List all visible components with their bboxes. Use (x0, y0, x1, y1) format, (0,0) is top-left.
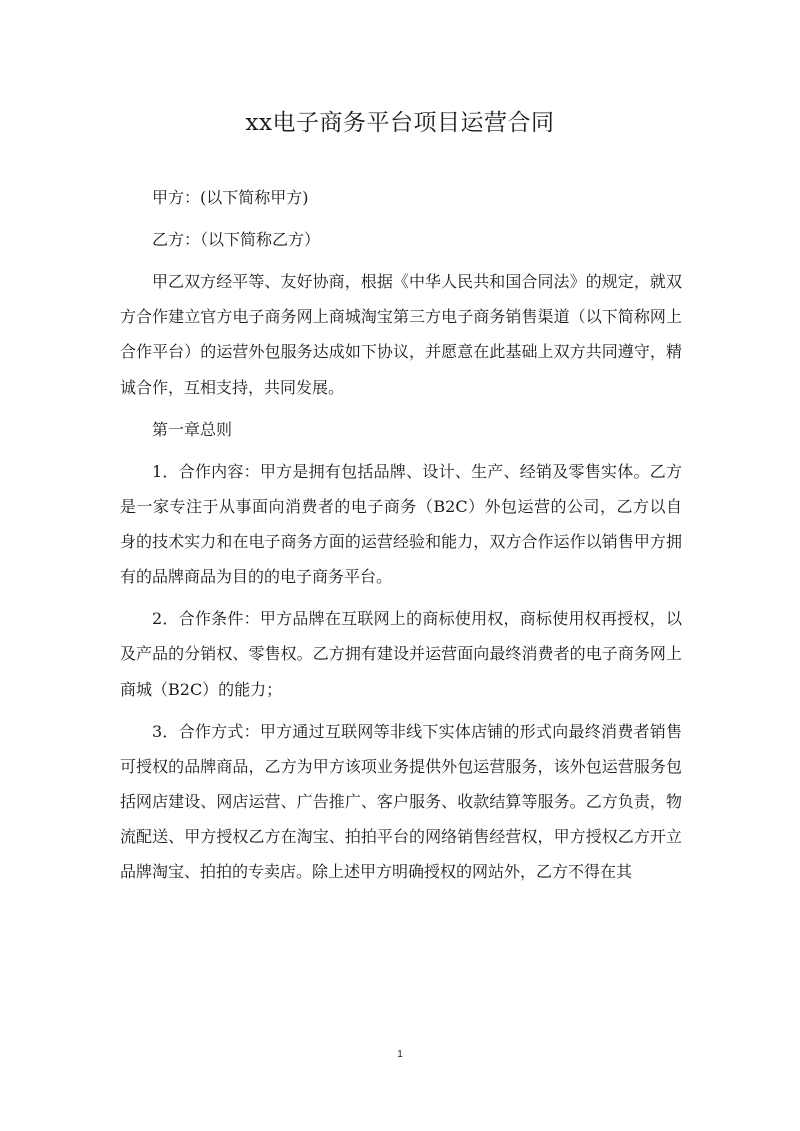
document-title: xx电子商务平台项目运营合同 (245, 110, 555, 136)
page-number: 1 (397, 1049, 403, 1060)
party-a-line: 甲方：(以下简称甲方) (152, 188, 309, 207)
chapter-heading: 第一章总则 (152, 419, 233, 439)
preamble-paragraph: 甲乙双方经平等、友好协商，根据《中华人民共和国合同法》的规定，就双方合作建立官方电子商务网上商城淘宝第三方电子商务销售渠道（以下简称网上合作平台）的运营外包服务达成如下协议，并愿意在此基础上双方共同遵守，精诚合作，互相支持，共同发展。 (120, 272, 682, 397)
document-body (120, 180, 682, 896)
clause-2-paragraph: 2．合作条件：甲方品牌在互联网上的商标使用权，商标使用权再授权，以及产品的分销权、零售权。乙方拥有建设并运营面向最终消费者的电子商务网上商城（B2C）的能力； (120, 609, 682, 699)
clause-3-paragraph: 3．合作方式：甲方通过互联网等非线下实体店铺的形式向最终消费者销售可授权的品牌商品，乙方为甲方该项业务提供外包运营服务，该外包运营服务包括网店建设、网店运营、广告推广、客户服务、收款结算等服务。乙方负责，物流配送、甲方授权乙方在淘宝、拍拍平台的网络销售经营权，甲方授权乙方开立品牌淘宝、拍拍的专卖店。除上述甲方明确授权的网站外，乙方不得在其 (120, 721, 682, 882)
clause-1-paragraph: 1．合作内容：甲方是拥有包括品牌、设计、生产、经销及零售实体。乙方是一家专注于从事面向消费者的电子商务（B2C）外包运营的公司，乙方以自身的技术实力和在电子商务方面的运营经验和能力，双方合作运作以销售甲方拥有的品牌商品为目的的电子商务平台。 (120, 461, 682, 587)
party-b-line: 乙方：（以下简称乙方） (152, 230, 321, 249)
